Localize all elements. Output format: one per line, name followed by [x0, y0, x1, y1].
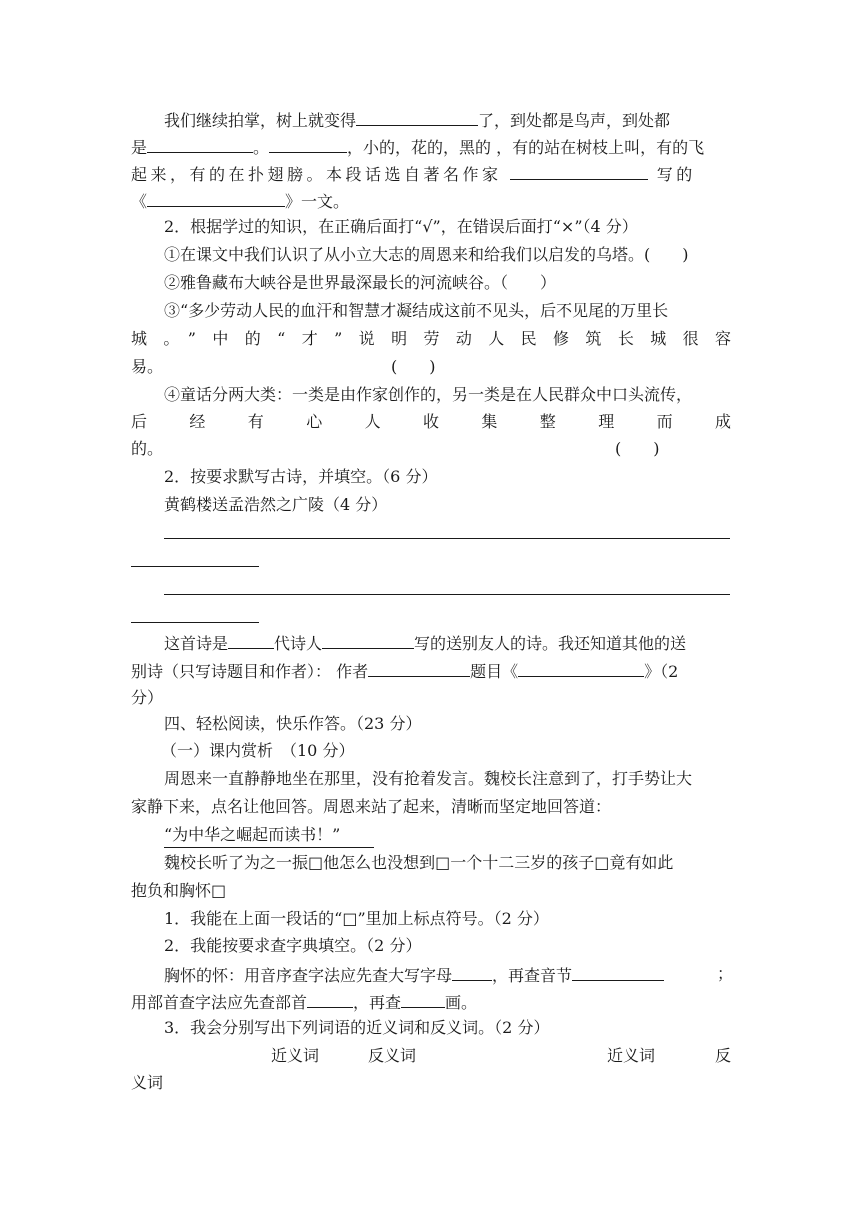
reading-para-2a: 魏校长听了为之一振□他怎么也没想到□一个十二三岁的孩子□竟有如此 — [164, 853, 674, 872]
blank[interactable] — [147, 135, 253, 153]
header-synonym: 近义词 — [607, 1046, 656, 1065]
reading-para-2b: 抱负和胸怀□ — [131, 881, 227, 900]
blank[interactable] — [401, 990, 445, 1008]
reading-para-1b: 家静下来，点名让他回答。周恩来站了起来，清晰而坚定地回答道： — [131, 797, 612, 816]
blank[interactable] — [510, 162, 648, 180]
judge-item-4c: 的。 ( ) — [131, 439, 660, 458]
q2-judge-title: 2．根据学过的知识，在正确后面打“√”，在错误后面打“×”（4 分） — [164, 217, 638, 236]
reading-para-1a: 周恩来一直静静地坐在那里，没有抢着发言。魏校长注意到了，打手势让大 — [164, 769, 693, 788]
blank[interactable] — [452, 963, 492, 981]
answer-paren[interactable]: ( ) — [391, 357, 436, 376]
q2-poem-title: 2．按要求默写古诗，并填空。（6 分） — [164, 467, 438, 486]
judge-item-1: ①在课文中我们认识了从小立大志的周恩来和给我们以启发的乌塔。( ) — [164, 245, 689, 264]
blank[interactable] — [147, 189, 285, 207]
poem-writing-line[interactable] — [164, 594, 730, 595]
blank[interactable] — [228, 631, 274, 649]
poem-fill-line-3: 分） — [131, 688, 164, 707]
judge-item-3b: 城。”中的“才”说明劳动人民修筑长城很容 — [131, 329, 731, 348]
question-2: 2．我能按要求查字典填空。（2 分） — [164, 936, 422, 955]
section-4-title: 四、轻松阅读，快乐作答。（23 分） — [164, 714, 422, 733]
header-antonym: 反义词 — [368, 1046, 417, 1065]
passage-line-2: 是 。 ，小的，花的，黑的 ，有的站在树枝上叫，有的飞 — [131, 135, 731, 159]
word-table-header — [131, 1045, 731, 1067]
header-antonym-part: 反 — [715, 1046, 732, 1065]
poem-name: 黄鹤楼送孟浩然之广陵（4 分） — [164, 495, 388, 514]
blank[interactable] — [572, 963, 664, 981]
blank[interactable] — [307, 990, 353, 1008]
judge-item-3a: ③“多少劳动人民的血汗和智慧才凝结成这前不见头，后不见尾的万里长 — [164, 301, 669, 320]
question-2-line-a: 胸怀的怀：用音序查字法应先查大写字母 ，再查音节 ； — [164, 964, 734, 985]
judge-item-3c: 易。 ( ) — [131, 357, 436, 376]
poem-fill-line-2: 别诗（只写诗题目和作者）： 作者 题目《 》（2 — [131, 659, 731, 683]
question-1: 1．我能在上面一段话的“□”里加上标点符号。（2 分） — [164, 909, 549, 928]
word-table-header-wrap: 义词 — [131, 1073, 164, 1092]
poem-fill-line-1: 这首诗是 代诗人 写的送别友人的诗。我还知道其他的送 — [131, 631, 731, 655]
passage-line-4: 《 》一文。 — [131, 189, 731, 213]
blank[interactable] — [518, 659, 644, 677]
passage-line-1: 我们继续拍掌，树上就变得 了，到处都是鸟声，到处都 — [131, 108, 731, 132]
reading-quote: “为中华之崛起而读书！” — [131, 824, 731, 848]
section-4-subtitle: （一）课内赏析 （10 分） — [161, 741, 355, 760]
blank[interactable] — [322, 631, 414, 649]
judge-item-4b: 后经有心人收集整理而成 — [131, 412, 731, 431]
passage-line-3: 起来，有的在扑翅膀。本段话选自著名作家 写的 — [131, 162, 731, 186]
poem-writing-line[interactable] — [131, 566, 259, 567]
judge-item-2: ②雅鲁藏布大峡谷是世界最深最长的河流峡谷。（ ） — [164, 273, 557, 292]
poem-writing-line[interactable] — [131, 622, 259, 623]
blank[interactable] — [269, 135, 347, 153]
question-3: 3．我会分别写出下列词语的近义词和反义词。（2 分） — [164, 1018, 550, 1037]
poem-writing-line[interactable] — [164, 538, 730, 539]
blank[interactable] — [356, 108, 478, 126]
question-2-line-b: 用部首查字法应先查部首 ，再查 画。 — [131, 990, 731, 1014]
judge-item-4a: ④童话分两大类：一类是由作家创作的，另一类是在人民群众中口头流传， — [164, 385, 693, 404]
answer-paren[interactable]: ( ) — [615, 439, 660, 458]
header-synonym: 近义词 — [271, 1046, 320, 1065]
blank[interactable] — [368, 659, 470, 677]
